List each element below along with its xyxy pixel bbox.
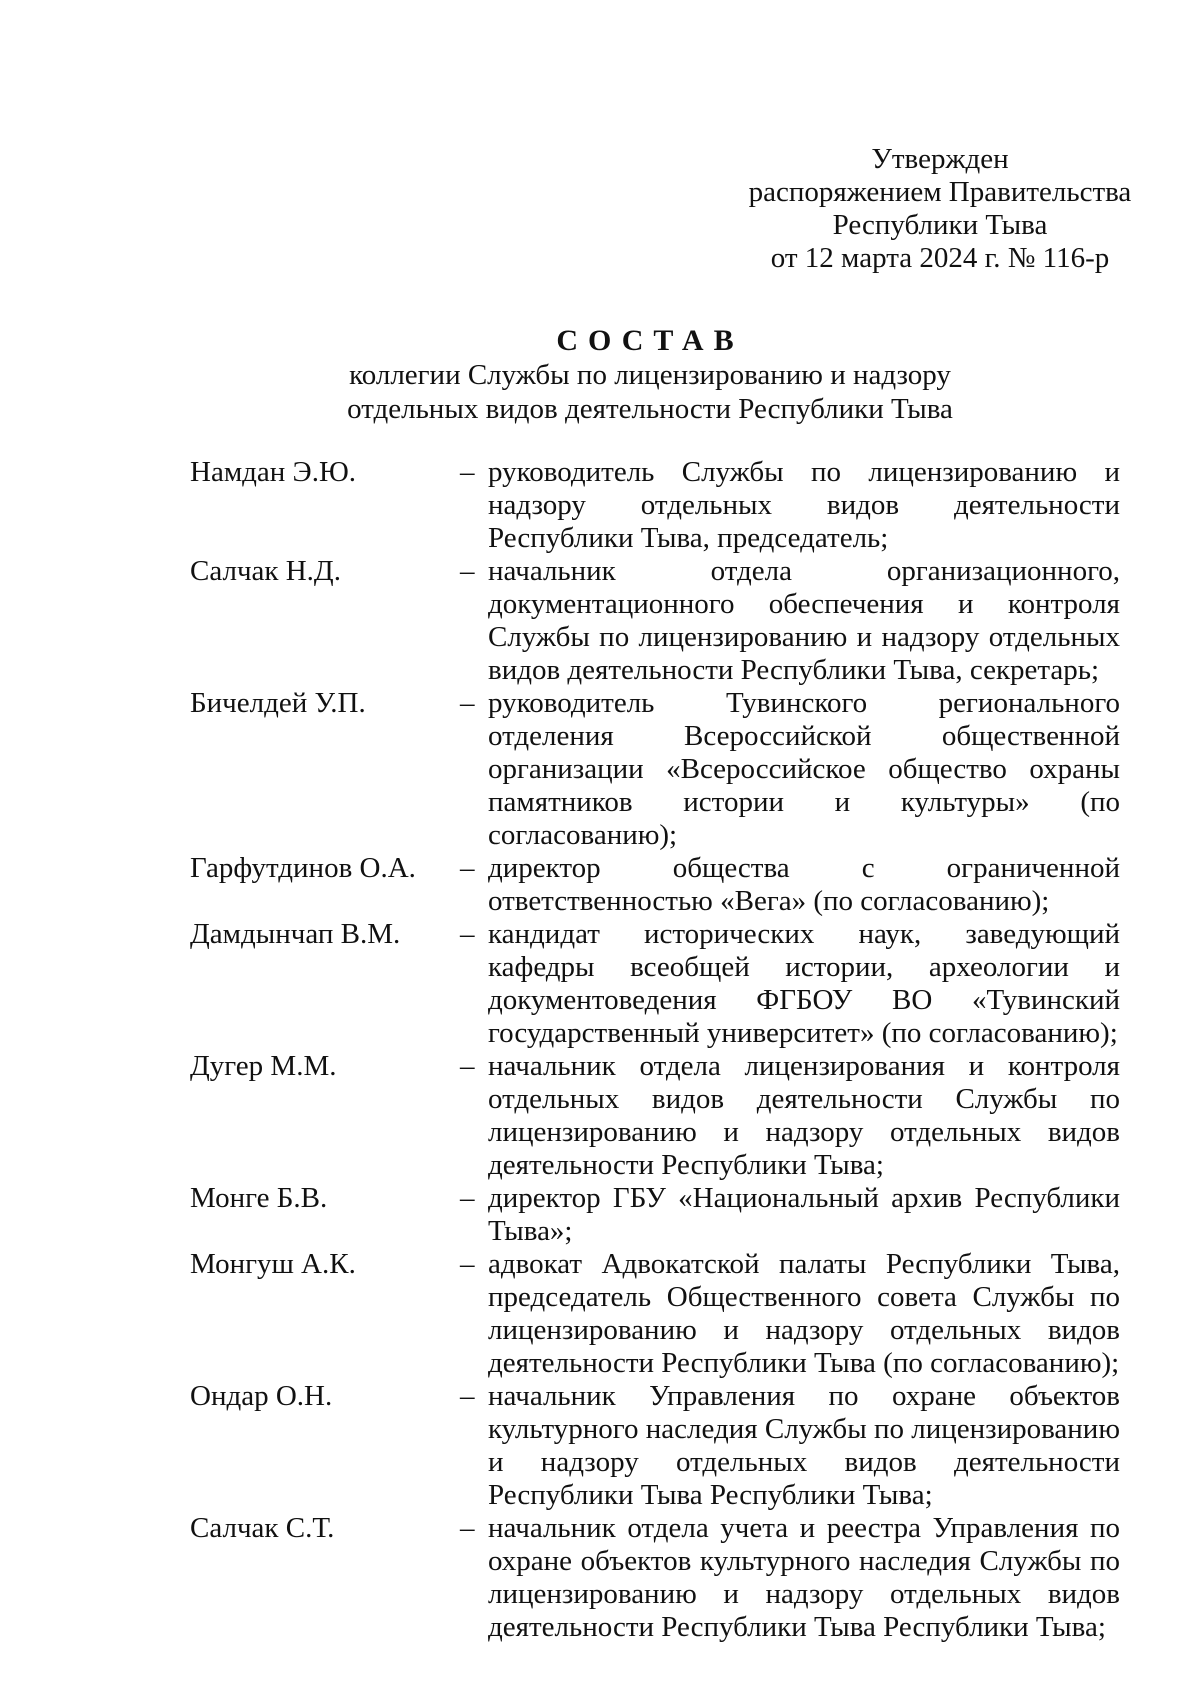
member-role: директор общества с ограниченной ответственностью «Вега» (по согласованию); bbox=[488, 852, 1120, 917]
member-dash: – bbox=[460, 1182, 475, 1214]
member-role: начальник отдела лицензирования и контроля отдельных видов деятельности Службы по лицензированию и надзору отдельных видов деятельности Республики Тыва; bbox=[488, 1050, 1120, 1181]
member-dash: – bbox=[460, 555, 475, 587]
member-role: кандидат исторических наук, заведующий кафедры всеобщей истории, археологии и документоведения ФГБОУ ВО «Тувинский государственный университет» (по согласованию); bbox=[488, 918, 1120, 1049]
member-role: начальник отдела организационного, документационного обеспечения и контроля Службы по лицензированию и надзору отдельных видов деятельности Республики Тыва, секретарь; bbox=[488, 555, 1120, 686]
member-dash: – bbox=[460, 852, 475, 884]
member-dash: – bbox=[460, 918, 475, 950]
member-dash: – bbox=[460, 1248, 475, 1280]
member-role: директор ГБУ «Национальный архив Республики Тыва»; bbox=[488, 1182, 1120, 1247]
member-name: Дамдынчап В.М. bbox=[190, 918, 401, 950]
member-name: Монге Б.В. bbox=[190, 1182, 328, 1214]
member-name: Салчак Н.Д. bbox=[190, 555, 341, 587]
member-role: руководитель Службы по лицензированию и надзору отдельных видов деятельности Республики Тыва, председатель; bbox=[488, 456, 1120, 554]
member-row bbox=[190, 1182, 1120, 1248]
member-role: начальник отдела учета и реестра Управления по охране объектов культурного наследия Службы по лицензированию и надзору отдельных видов деятельности Республики Тыва Республики Тыва; bbox=[488, 1512, 1120, 1643]
member-row bbox=[190, 1512, 1120, 1644]
document-title: СОСТАВ bbox=[556, 324, 744, 357]
members-list bbox=[190, 456, 1120, 1644]
approval-line-date: от 12 марта 2024 г. № 116-р bbox=[770, 242, 1110, 274]
member-row bbox=[190, 687, 1120, 852]
member-role: начальник Управления по охране объектов культурного наследия Службы по лицензированию и надзору отдельных видов деятельности Республики Тыва Республики Тыва; bbox=[488, 1380, 1120, 1511]
member-name: Монгуш А.К. bbox=[190, 1248, 356, 1280]
member-row bbox=[190, 456, 1120, 555]
subtitle-line-1: коллегии Службы по лицензированию и надзору bbox=[349, 359, 951, 391]
subtitle-line-2: отдельных видов деятельности Республики Тыва bbox=[347, 393, 953, 425]
member-name: Гарфутдинов О.А. bbox=[190, 852, 416, 884]
approval-line-approved: Утвержден bbox=[871, 143, 1009, 175]
member-name: Ондар О.Н. bbox=[190, 1380, 333, 1412]
member-role: адвокат Адвокатской палаты Республики Тыва, председатель Общественного совета Службы по лицензированию и надзору отдельных видов деятельности Республики Тыва (по согласованию); bbox=[488, 1248, 1120, 1379]
member-row bbox=[190, 852, 1120, 918]
member-dash: – bbox=[460, 687, 475, 719]
member-name: Салчак С.Т. bbox=[190, 1512, 335, 1544]
member-name: Бичелдей У.П. bbox=[190, 687, 366, 719]
member-row bbox=[190, 918, 1120, 1050]
document-subtitle bbox=[0, 358, 1200, 426]
member-role: руководитель Тувинского регионального отделения Всероссийской общественной организации «Всероссийское общество охраны памятников истории и культуры» (по согласованию); bbox=[488, 687, 1120, 851]
approval-line-republic: Республики Тыва bbox=[832, 209, 1048, 241]
member-row bbox=[190, 555, 1120, 687]
member-name: Намдан Э.Ю. bbox=[190, 456, 357, 488]
approval-line-order: распоряжением Правительства bbox=[748, 176, 1132, 208]
member-name: Дугер М.М. bbox=[190, 1050, 337, 1082]
member-row bbox=[190, 1248, 1120, 1380]
member-row bbox=[190, 1050, 1120, 1182]
member-dash: – bbox=[460, 1050, 475, 1082]
member-dash: – bbox=[460, 456, 475, 488]
member-row bbox=[190, 1380, 1120, 1512]
approval-block bbox=[740, 143, 1140, 275]
member-dash: – bbox=[460, 1380, 475, 1412]
member-dash: – bbox=[460, 1512, 475, 1544]
